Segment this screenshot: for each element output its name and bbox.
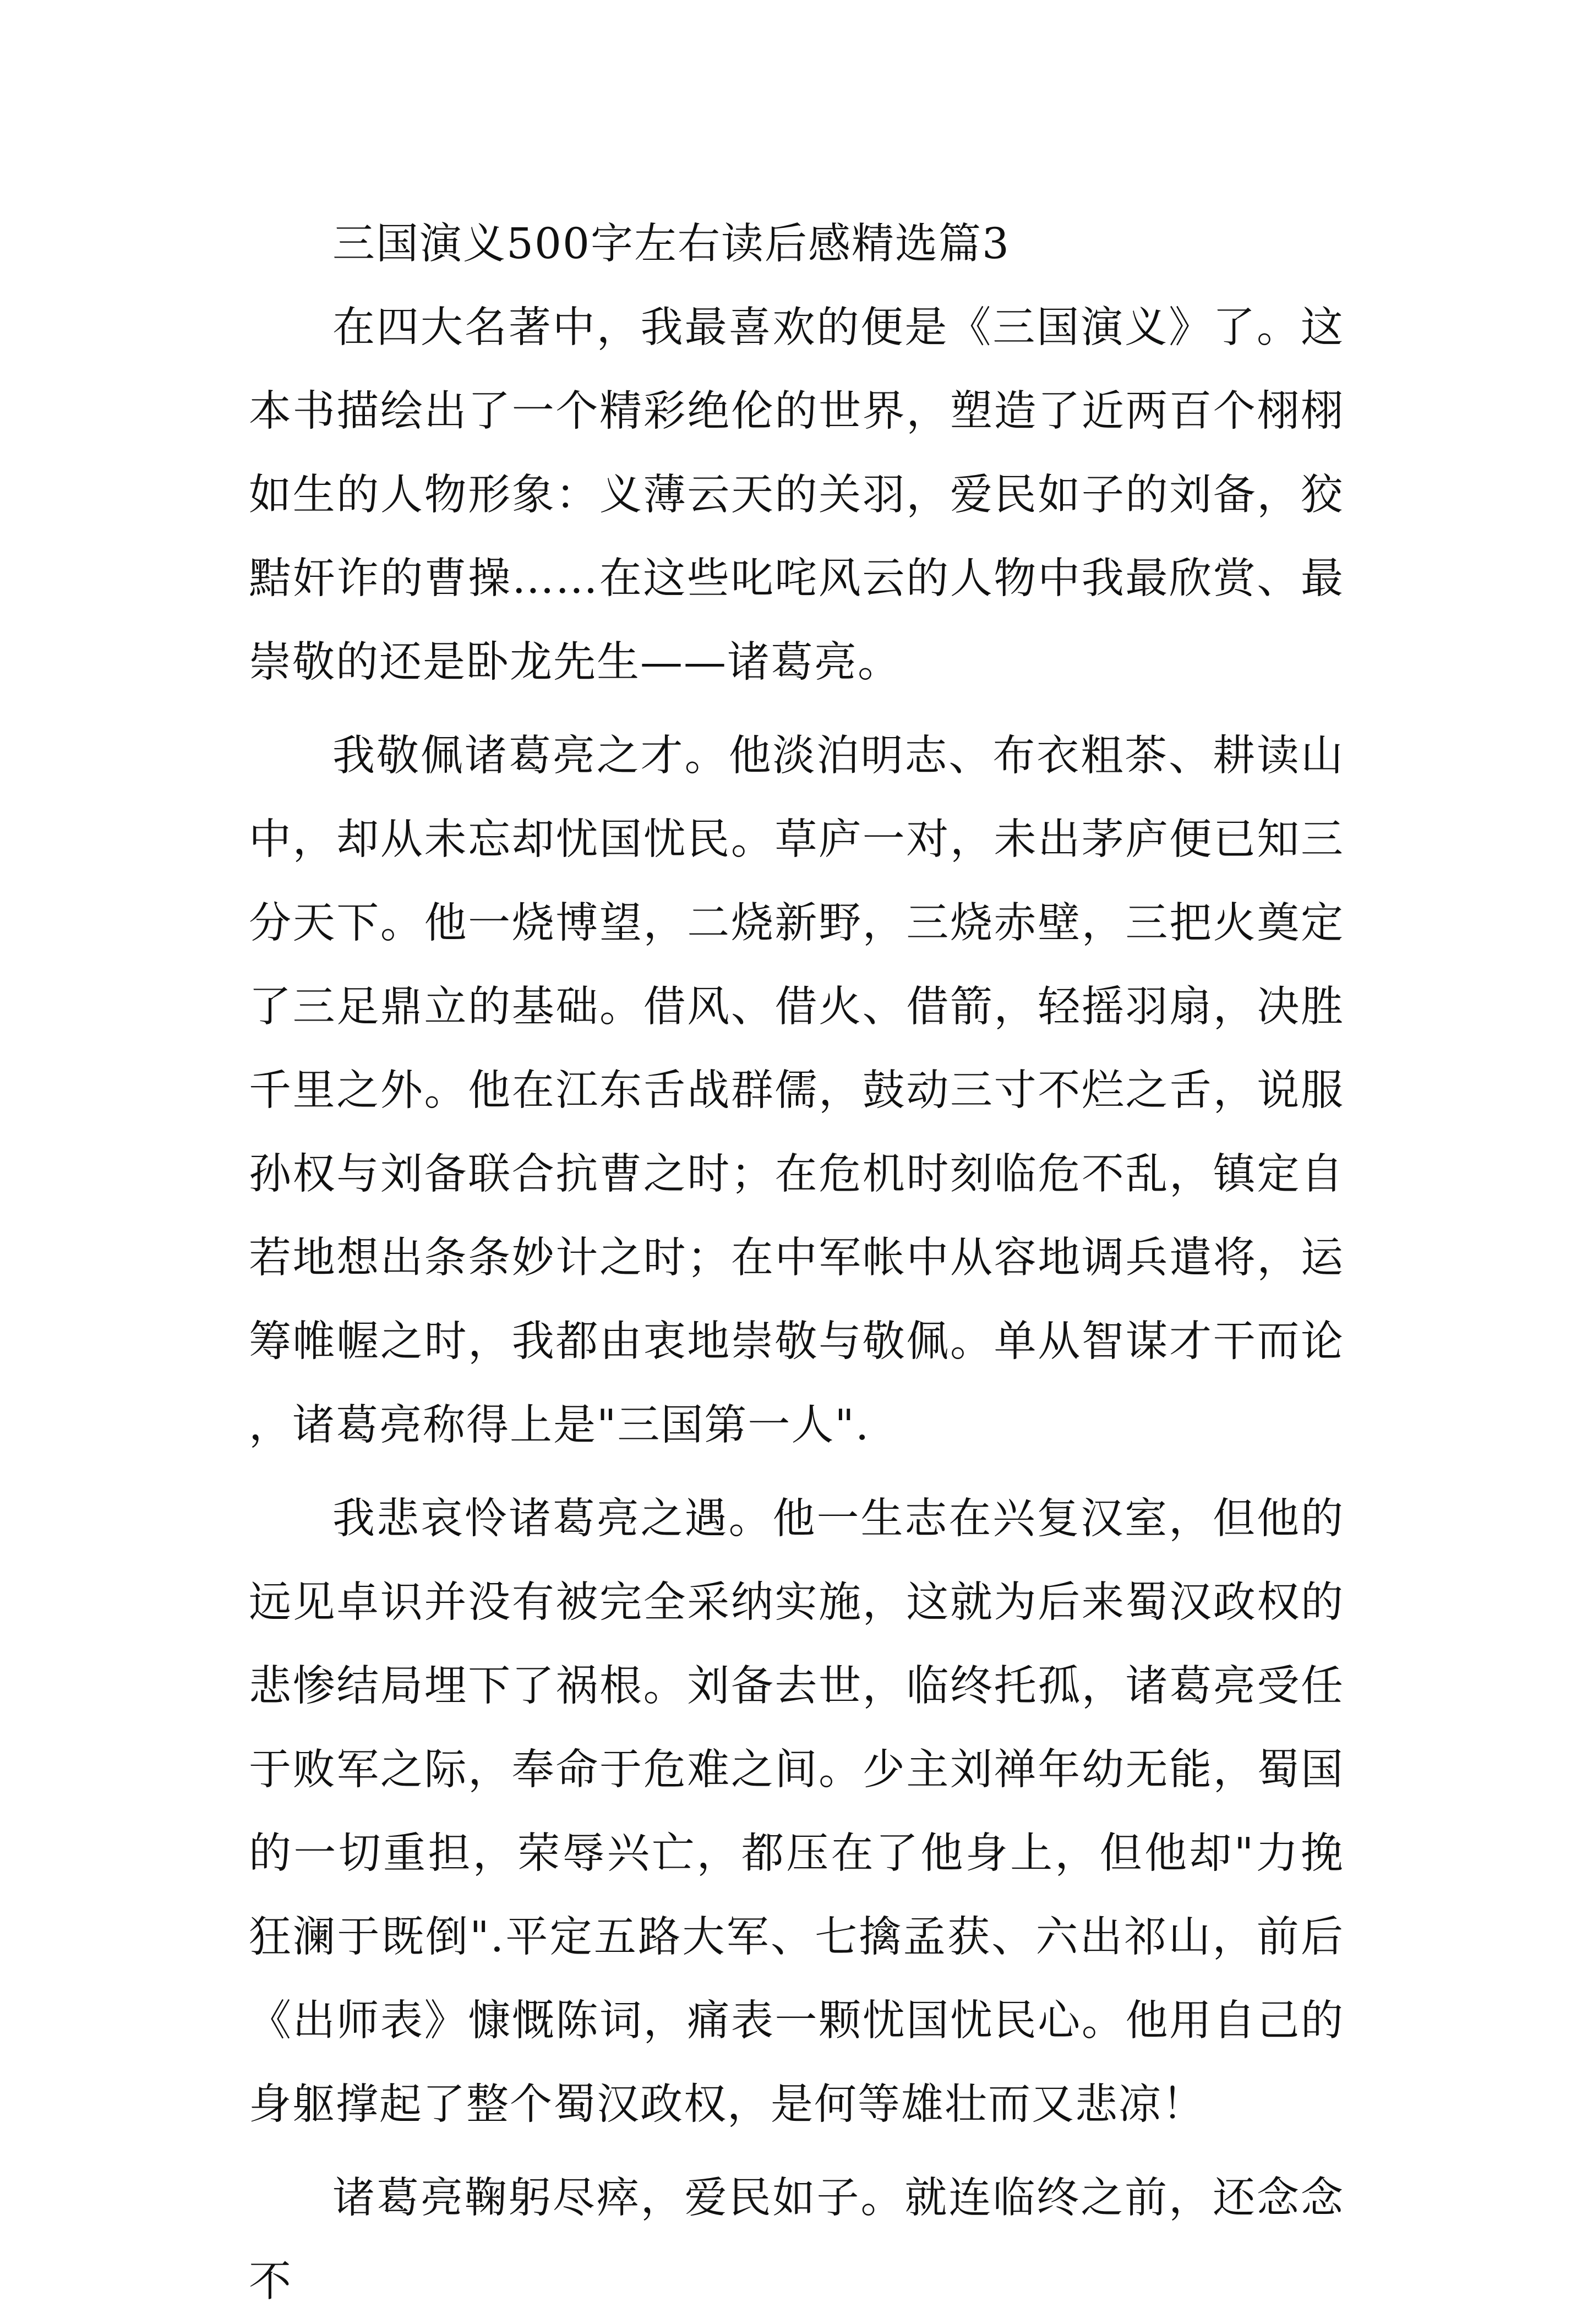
paragraph-3: 我悲哀怜诸葛亮之遇。他一生志在兴复汉室，但他的远见卓识并没有被完全采纳实施，这就为后来蜀汉政权的悲惨结局埋下了祸根。刘备去世，临终托孤，诸葛亮受任于败军之际，奉命于危难之间。少主刘禅年幼无能，蜀国的一切重担，荣辱兴亡，都压在了他身上，但他却"力挽狂澜于既倒".平定五路大军、七擒孟获、六出祁山，前后《出师表》慷慨陈词，痛表一颗忧国忧民心。他用自己的身躯撑起了整个蜀汉政权，是何等雄壮而又悲凉！ xyxy=(249,1494,1344,2129)
document-title: 三国演义500字左右读后感精选篇3 xyxy=(332,220,1010,269)
paragraph-2: 我敬佩诸葛亮之才。他淡泊明志、布衣粗茶、耕读山中，却从未忘却忧国忧民。草庐一对，未出茅庐便已知三分天下。他一烧博望，二烧新野，三烧赤壁，三把火奠定了三足鼎立的基础。借风、借火、借箭，轻摇羽扇，决胜千里之外。他在江东舌战群儒，鼓动三寸不烂之舌，说服孙权与刘备联合抗曹之时；在危机时刻临危不乱，镇定自若地想出条条妙计之时；在中军帐中从容地调兵遣将，运筹帷幄之时，我都由衷地崇敬与敬佩。单从智谋才干而论，诸葛亮称得上是"三国第一人". xyxy=(249,732,1344,1450)
document-body xyxy=(249,203,1344,2324)
paragraph-4: 诸葛亮鞠躬尽瘁，爱民如子。就连临终之前，还念念不 xyxy=(249,2174,1344,2306)
paragraph-1: 在四大名著中，我最喜欢的便是《三国演义》了。这本书描绘出了一个精彩绝伦的世界，塑造了近两百个栩栩如生的人物形象：义薄云天的关羽，爱民如子的刘备，狡黠奸诈的曹操……在这些叱咤风云的人物中我最欣赏、最崇敬的还是卧龙先生——诸葛亮。 xyxy=(249,303,1344,687)
